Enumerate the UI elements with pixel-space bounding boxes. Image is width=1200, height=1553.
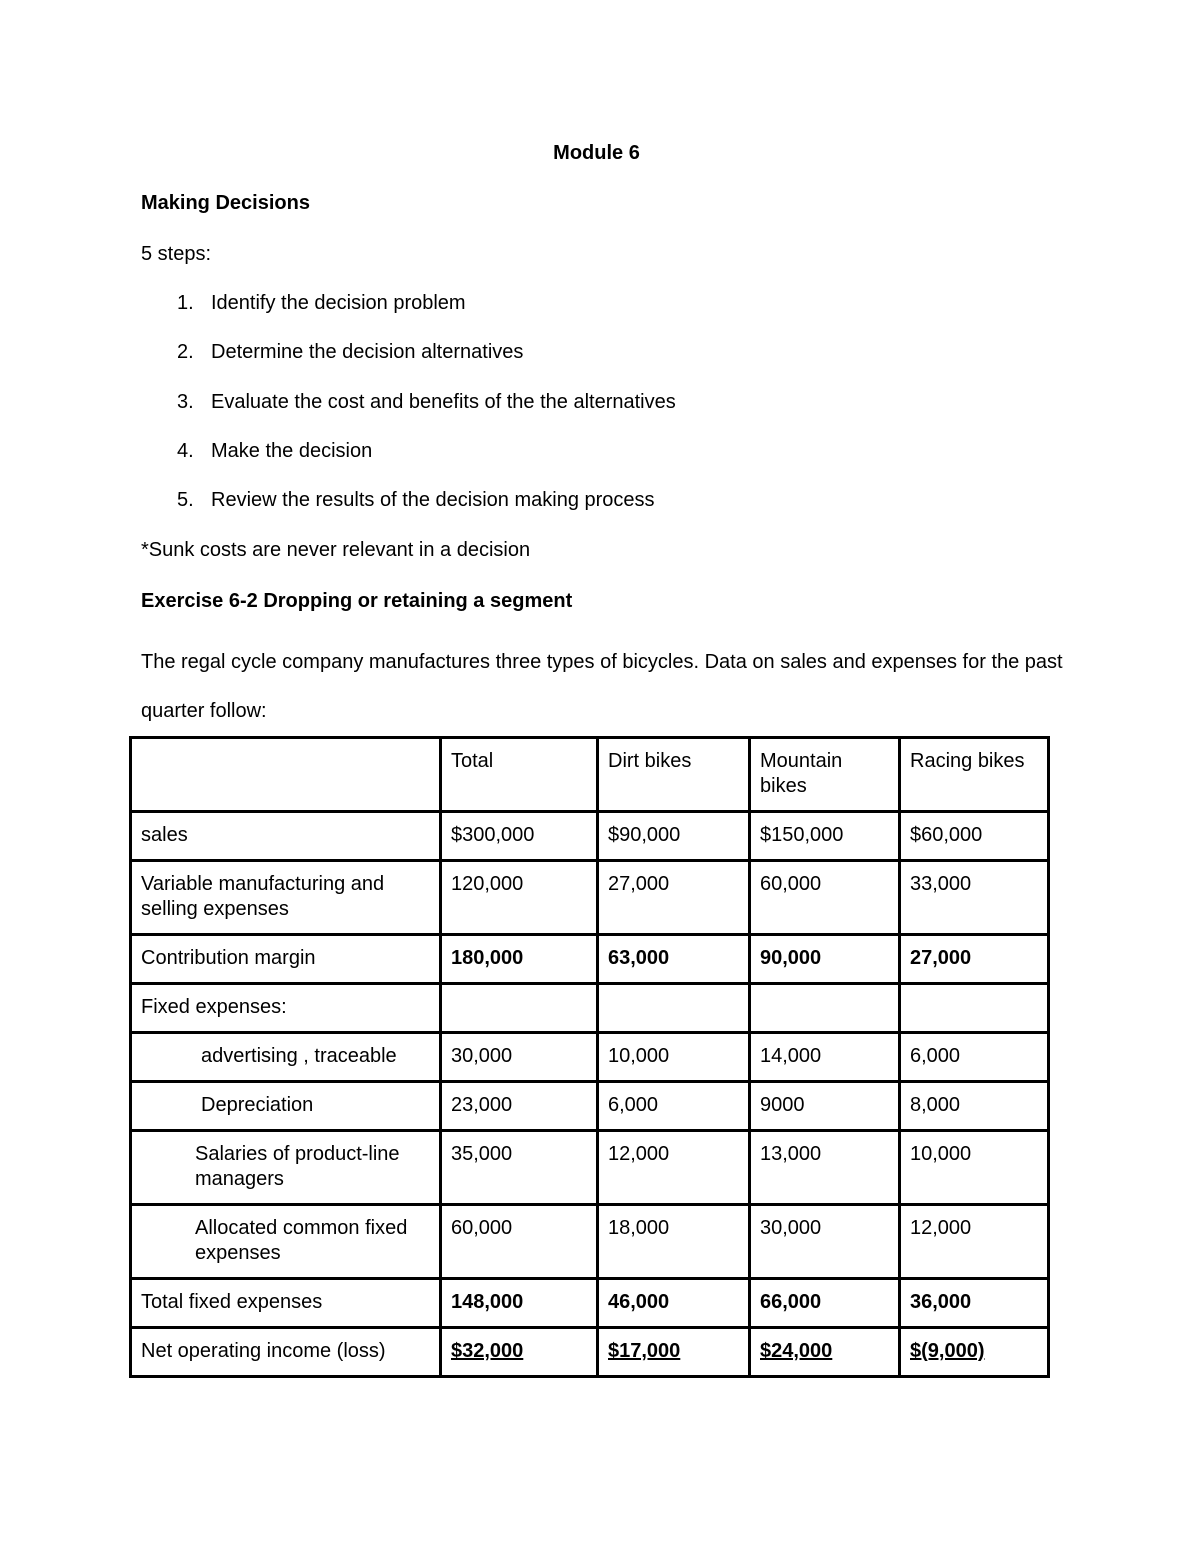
table-row	[131, 1328, 1049, 1377]
table-cell: 90,000	[750, 935, 900, 984]
table-row	[131, 1279, 1049, 1328]
row-label: advertising , traceable	[131, 1033, 441, 1082]
table-cell: 18,000	[598, 1205, 750, 1279]
table-cell	[900, 1328, 1049, 1377]
exercise-intro: The regal cycle company manufactures three types of bicycles. Data on sales and expenses for the past quarter follow:	[141, 651, 1063, 722]
row-label: Depreciation	[131, 1082, 441, 1131]
table-header-cell: Mountain bikes	[750, 738, 900, 812]
table-cell: 6,000	[598, 1082, 750, 1131]
table-cell: $300,000	[441, 812, 598, 861]
table-cell	[441, 1328, 598, 1377]
section-heading-making-decisions: Making Decisions	[141, 192, 310, 214]
table-cell: 63,000	[598, 935, 750, 984]
table-header-cell	[131, 738, 441, 812]
net-income-dirt: $17,000	[608, 1340, 681, 1362]
row-label: Variable manufacturing and selling expenses	[131, 861, 441, 935]
step-text: Make the decision	[211, 440, 373, 462]
table-cell: 66,000	[750, 1279, 900, 1328]
net-income-total: $32,000	[451, 1340, 524, 1362]
table-cell: 27,000	[598, 861, 750, 935]
table-row	[131, 984, 1049, 1033]
step-text: Determine the decision alternatives	[211, 341, 524, 363]
table-cell: 33,000	[900, 861, 1049, 935]
table-cell: 23,000	[441, 1082, 598, 1131]
steps-intro: 5 steps:	[141, 243, 212, 265]
table-cell	[441, 984, 598, 1033]
table-cell	[750, 1328, 900, 1377]
table-header-cell: Dirt bikes	[598, 738, 750, 812]
step-text: Identify the decision problem	[211, 292, 466, 314]
row-label: Allocated common fixed expenses	[131, 1205, 441, 1279]
row-label: Contribution margin	[131, 935, 441, 984]
step-number: 3.	[177, 391, 194, 413]
table-cell: 60,000	[750, 861, 900, 935]
table-cell: $90,000	[598, 812, 750, 861]
table-cell	[598, 984, 750, 1033]
table-cell: 10,000	[598, 1033, 750, 1082]
table-row	[131, 1205, 1049, 1279]
table-cell: 30,000	[750, 1205, 900, 1279]
table-cell: 12,000	[900, 1205, 1049, 1279]
table-cell: 35,000	[441, 1131, 598, 1205]
table-row	[131, 1033, 1049, 1082]
table-header-row	[131, 738, 1049, 812]
step-text: Evaluate the cost and benefits of the the alternatives	[211, 391, 676, 413]
section-heading-exercise: Exercise 6-2 Dropping or retaining a segment	[141, 590, 573, 612]
step-number: 2.	[177, 341, 194, 363]
table-row	[131, 935, 1049, 984]
table-cell: 8,000	[900, 1082, 1049, 1131]
step-number: 5.	[177, 489, 194, 511]
table-cell: 14,000	[750, 1033, 900, 1082]
page-title: Module 6	[553, 142, 640, 164]
sunk-cost-note: *Sunk costs are never relevant in a decision	[141, 539, 531, 561]
table-cell: 36,000	[900, 1279, 1049, 1328]
table-cell: 13,000	[750, 1131, 900, 1205]
table-cell: 148,000	[441, 1279, 598, 1328]
row-label: sales	[131, 812, 441, 861]
table-cell: 6,000	[900, 1033, 1049, 1082]
row-label: Total fixed expenses	[131, 1279, 441, 1328]
table-cell: 60,000	[441, 1205, 598, 1279]
row-label: Net operating income (loss)	[131, 1328, 441, 1377]
table-cell: 12,000	[598, 1131, 750, 1205]
table-row	[131, 1131, 1049, 1205]
table-cell	[750, 984, 900, 1033]
table-header-cell: Total	[441, 738, 598, 812]
net-income-racing: $(9,000)	[910, 1340, 985, 1362]
table-row	[131, 861, 1049, 935]
step-number: 4.	[177, 440, 194, 462]
table-cell: 9000	[750, 1082, 900, 1131]
table-cell: 10,000	[900, 1131, 1049, 1205]
table-row	[131, 812, 1049, 861]
table-header-cell: Racing bikes	[900, 738, 1049, 812]
table-cell: $150,000	[750, 812, 900, 861]
row-label: Fixed expenses:	[131, 984, 441, 1033]
table-cell: 46,000	[598, 1279, 750, 1328]
table-cell	[900, 984, 1049, 1033]
step-text: Review the results of the decision making process	[211, 489, 655, 511]
table-cell: 180,000	[441, 935, 598, 984]
data-table	[129, 736, 1050, 1378]
step-number: 1.	[177, 292, 194, 314]
table-cell: 27,000	[900, 935, 1049, 984]
net-income-mountain: $24,000	[760, 1340, 833, 1362]
table-row	[131, 1082, 1049, 1131]
row-label: Salaries of product-line managers	[131, 1131, 441, 1205]
table-cell	[598, 1328, 750, 1377]
table-cell: 30,000	[441, 1033, 598, 1082]
table-cell: 120,000	[441, 861, 598, 935]
table-cell: $60,000	[900, 812, 1049, 861]
